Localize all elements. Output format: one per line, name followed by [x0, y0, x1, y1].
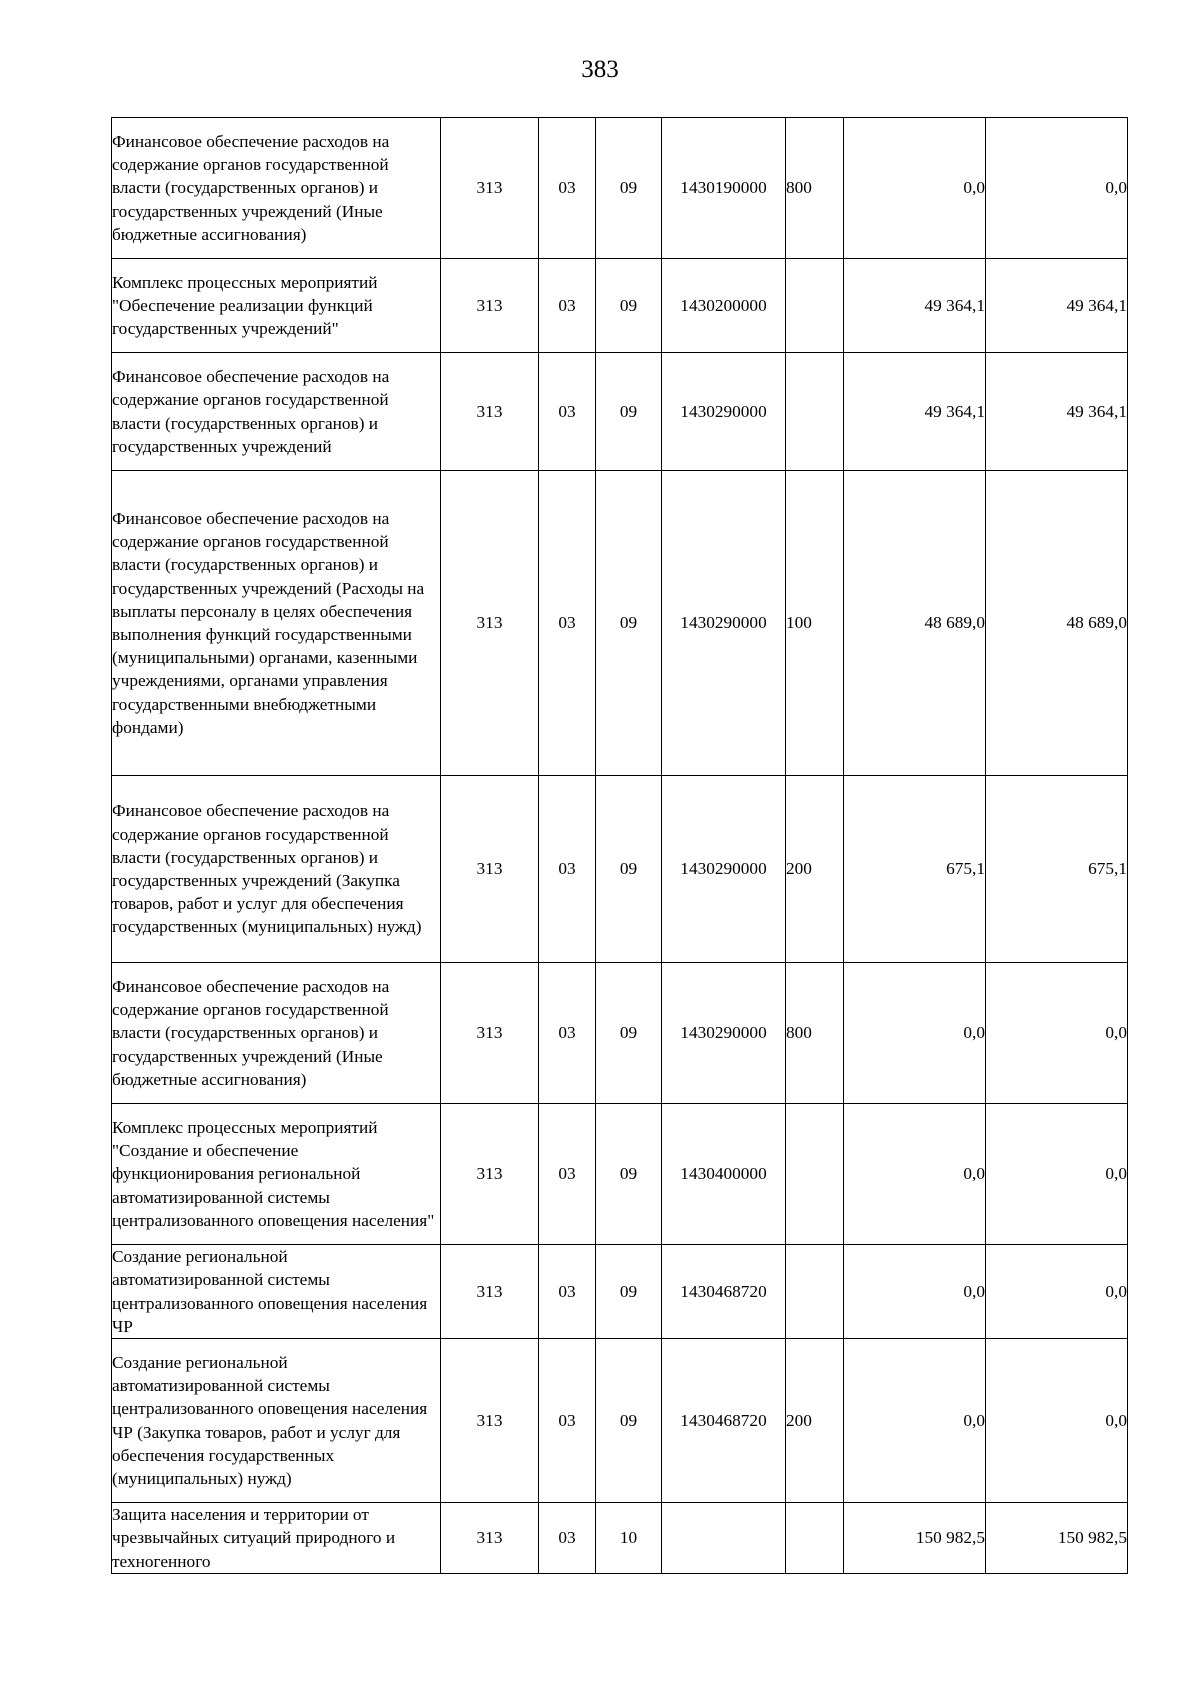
expense-type-code-cell: [786, 259, 844, 353]
amount-year1-cell: 49 364,1: [844, 259, 986, 353]
subsection-code-cell: 09: [596, 353, 662, 471]
table-row: [112, 1245, 1128, 1339]
expense-name-cell: Финансовое обеспечение расходов на содержание органов государственной власти (государственных органов) и государственных учреждений: [112, 353, 441, 471]
table-row: [112, 1339, 1128, 1503]
subsection-code-cell: 10: [596, 1503, 662, 1574]
amount-year2-cell: 0,0: [986, 1104, 1128, 1245]
subsection-code-cell: 09: [596, 963, 662, 1104]
table-row: [112, 259, 1128, 353]
grbs-code-cell: 313: [441, 1245, 539, 1339]
subsection-code-cell: 09: [596, 1104, 662, 1245]
grbs-code-cell: 313: [441, 1503, 539, 1574]
target-item-code-cell: 1430400000: [662, 1104, 786, 1245]
grbs-code-cell: 313: [441, 118, 539, 259]
amount-year1-cell: 0,0: [844, 118, 986, 259]
expense-type-code-cell: 100: [786, 471, 844, 776]
target-item-code-cell: 1430468720: [662, 1245, 786, 1339]
amount-year1-cell: 0,0: [844, 1104, 986, 1245]
amount-year2-cell: 0,0: [986, 963, 1128, 1104]
section-code-cell: 03: [539, 471, 596, 776]
grbs-code-cell: 313: [441, 963, 539, 1104]
amount-year2-cell: 0,0: [986, 118, 1128, 259]
expense-type-code-cell: 200: [786, 776, 844, 963]
amount-year2-cell: 675,1: [986, 776, 1128, 963]
table-row: [112, 471, 1128, 776]
expense-name-cell: Защита населения и территории от чрезвычайных ситуаций природного и техногенного: [112, 1503, 441, 1574]
amount-year2-cell: 150 982,5: [986, 1503, 1128, 1574]
expense-type-code-cell: [786, 353, 844, 471]
expense-type-code-cell: [786, 1503, 844, 1574]
expense-type-code-cell: 200: [786, 1339, 844, 1503]
expense-name-cell: Создание региональной автоматизированной системы централизованного оповещения населения ЧР: [112, 1245, 441, 1339]
expense-name-cell: Финансовое обеспечение расходов на содержание органов государственной власти (государственных органов) и государственных учреждений (Иные бюджетные ассигнования): [112, 118, 441, 259]
subsection-code-cell: 09: [596, 1245, 662, 1339]
amount-year1-cell: 0,0: [844, 1339, 986, 1503]
expense-name-cell: Финансовое обеспечение расходов на содержание органов государственной власти (государственных органов) и государственных учреждений (Расходы на выплаты персоналу в целях обеспечения выполнения функций государственными (муниципальными) органами, казенными учреждениями, органами управления государственными внебюджетными фондами): [112, 471, 441, 776]
expense-name-cell: Финансовое обеспечение расходов на содержание органов государственной власти (государственных органов) и государственных учреждений (Закупка товаров, работ и услуг для обеспечения государственных (муниципальных) нужд): [112, 776, 441, 963]
table-row: [112, 118, 1128, 259]
subsection-code-cell: 09: [596, 1339, 662, 1503]
section-code-cell: 03: [539, 776, 596, 963]
subsection-code-cell: 09: [596, 471, 662, 776]
expense-type-code-cell: [786, 1104, 844, 1245]
grbs-code-cell: 313: [441, 1104, 539, 1245]
section-code-cell: 03: [539, 1503, 596, 1574]
amount-year1-cell: 0,0: [844, 963, 986, 1104]
table-row: [112, 776, 1128, 963]
amount-year1-cell: 150 982,5: [844, 1503, 986, 1574]
grbs-code-cell: 313: [441, 776, 539, 963]
section-code-cell: 03: [539, 353, 596, 471]
amount-year2-cell: 49 364,1: [986, 259, 1128, 353]
amount-year2-cell: 49 364,1: [986, 353, 1128, 471]
target-item-code-cell: 1430190000: [662, 118, 786, 259]
target-item-code-cell: 1430290000: [662, 353, 786, 471]
subsection-code-cell: 09: [596, 259, 662, 353]
table-row: [112, 1104, 1128, 1245]
target-item-code-cell: 1430290000: [662, 963, 786, 1104]
amount-year1-cell: 48 689,0: [844, 471, 986, 776]
table-row: [112, 963, 1128, 1104]
target-item-code-cell: 1430468720: [662, 1339, 786, 1503]
table-row: [112, 1503, 1128, 1574]
amount-year1-cell: 0,0: [844, 1245, 986, 1339]
subsection-code-cell: 09: [596, 118, 662, 259]
subsection-code-cell: 09: [596, 776, 662, 963]
amount-year2-cell: 0,0: [986, 1245, 1128, 1339]
grbs-code-cell: 313: [441, 353, 539, 471]
section-code-cell: 03: [539, 963, 596, 1104]
target-item-code-cell: 1430290000: [662, 471, 786, 776]
grbs-code-cell: 313: [441, 471, 539, 776]
amount-year1-cell: 675,1: [844, 776, 986, 963]
grbs-code-cell: 313: [441, 259, 539, 353]
target-item-code-cell: [662, 1503, 786, 1574]
expense-name-cell: Комплекс процессных мероприятий "Создание и обеспечение функционирования региональной автоматизированной системы централизованного оповещения населения": [112, 1104, 441, 1245]
target-item-code-cell: 1430200000: [662, 259, 786, 353]
amount-year2-cell: 48 689,0: [986, 471, 1128, 776]
expense-type-code-cell: [786, 1245, 844, 1339]
section-code-cell: 03: [539, 259, 596, 353]
expense-name-cell: Создание региональной автоматизированной системы централизованного оповещения населения ЧР (Закупка товаров, работ и услуг для обеспечения государственных (муниципальных) нужд): [112, 1339, 441, 1503]
expense-type-code-cell: 800: [786, 118, 844, 259]
budget-table: [111, 117, 1128, 1574]
section-code-cell: 03: [539, 1104, 596, 1245]
section-code-cell: 03: [539, 1339, 596, 1503]
grbs-code-cell: 313: [441, 1339, 539, 1503]
amount-year1-cell: 49 364,1: [844, 353, 986, 471]
page-number: 383: [581, 56, 619, 83]
expense-type-code-cell: 800: [786, 963, 844, 1104]
expense-name-cell: Комплекс процессных мероприятий "Обеспечение реализации функций государственных учреждений": [112, 259, 441, 353]
amount-year2-cell: 0,0: [986, 1339, 1128, 1503]
table-row: [112, 353, 1128, 471]
section-code-cell: 03: [539, 118, 596, 259]
target-item-code-cell: 1430290000: [662, 776, 786, 963]
expense-name-cell: Финансовое обеспечение расходов на содержание органов государственной власти (государственных органов) и государственных учреждений (Иные бюджетные ассигнования): [112, 963, 441, 1104]
section-code-cell: 03: [539, 1245, 596, 1339]
